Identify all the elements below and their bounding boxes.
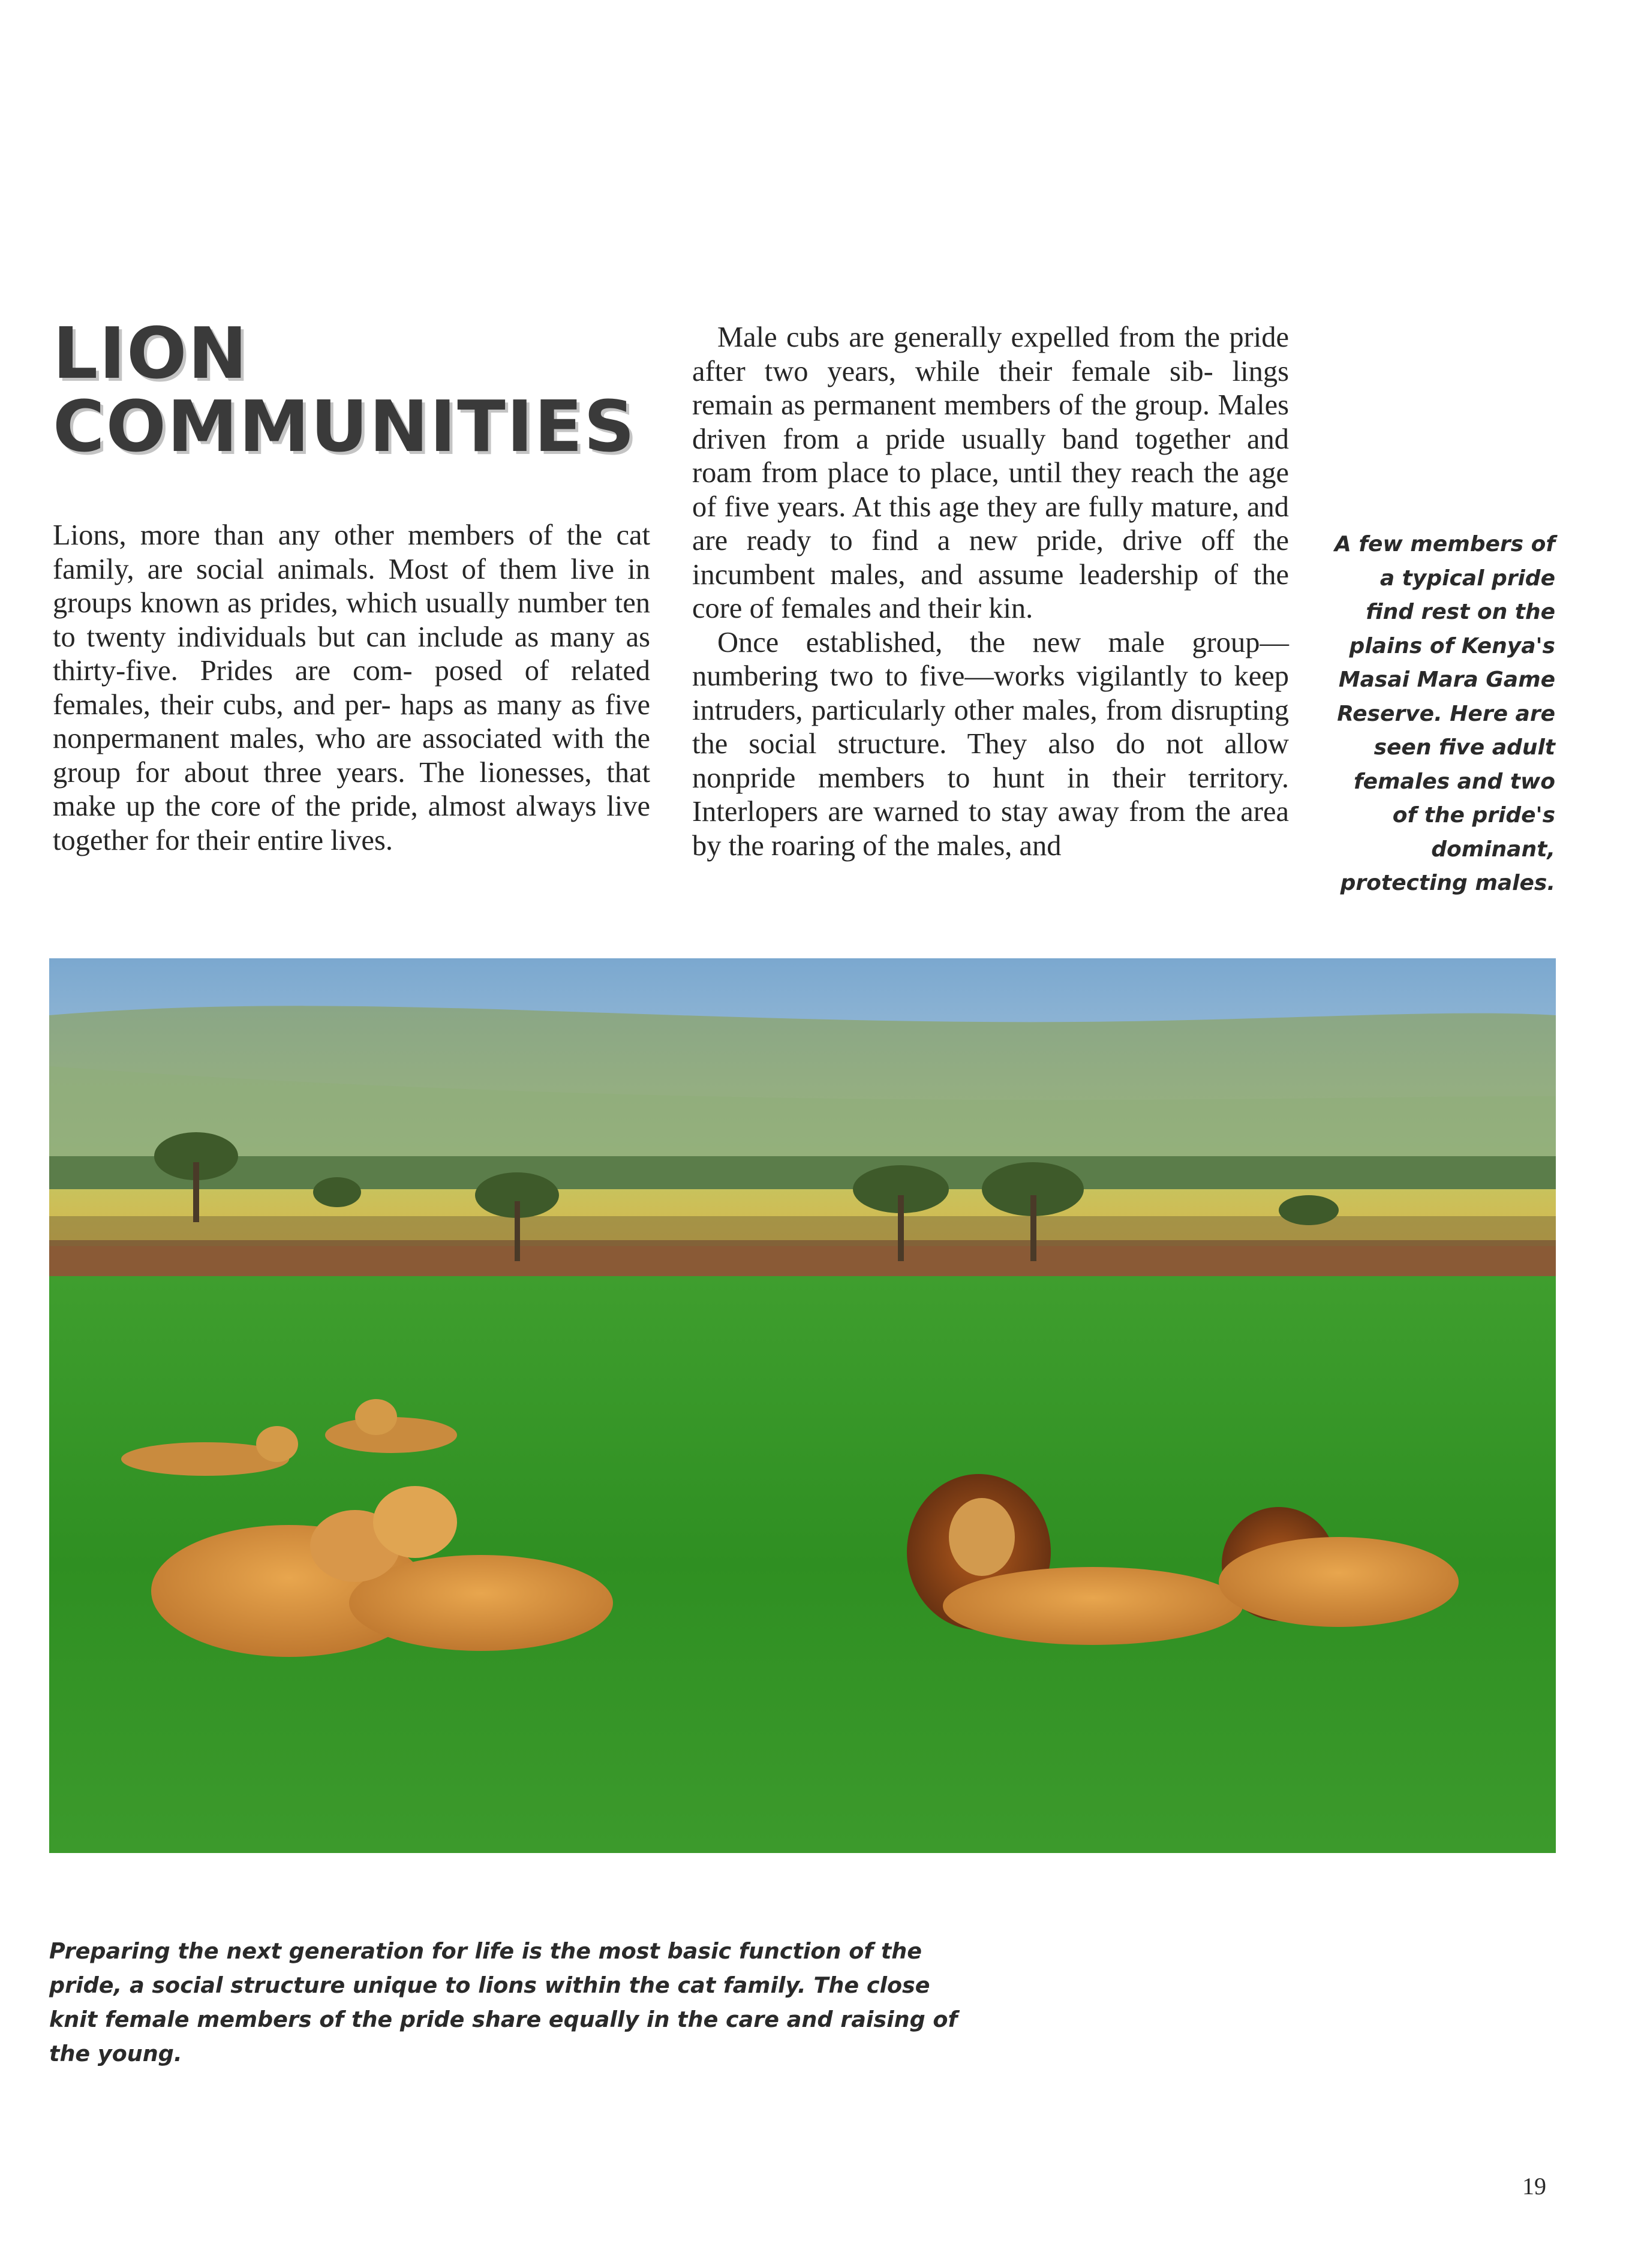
body-paragraph: Once established, the new male group—numbering two to five—works vigilantly to keep intruders, particularly other males, from disrupting the social structure. They also do not allow nonpride members to hunt in their territory. Interlopers are warned to stay away from the area by the roaring of the males, and — [692, 626, 1289, 862]
body-paragraph: Lions, more than any other members of the cat family, are social animals. Most of them live in groups known as prides, which usually number ten to twenty individuals but can include as many as thirty-five. Prides are com- posed of related females, their cubs, and per- haps as many as five nonpermanent males, who are associated with the group for about three years. The lionesses, that make up the core of the pride, almost always live together for their entire lives. — [53, 519, 650, 856]
lion-pride-photo — [49, 958, 1556, 1853]
heading-line-2: COMMUNITIES — [53, 385, 636, 468]
page-number: 19 — [1522, 2173, 1546, 2200]
body-paragraph: Male cubs are generally expelled from the pride after two years, while their female sib- lings remain as permanent members of the group. Males driven from a pride usually band together and roam from place to place, until they reach the age of five years. At this age they are fully mature, and are ready to find a new pride, drive off the incumbent males, and assume leadership of the core of females and their kin. — [692, 321, 1289, 624]
side-caption: A few members of a typical pride find rest on the plains of Kenya's Masai Mara Game Reserve. Here are seen five adult females and two of the pride's dominant, protecting males. — [1335, 532, 1555, 895]
page-heading — [53, 312, 653, 468]
text-column-middle — [692, 321, 1289, 863]
savanna-scene — [49, 958, 1556, 1853]
photo-caption: Preparing the next generation for life is the most basic function of the pride, a social structure unique to lions within the cat family. The close knit female members of the pride share equally in the care and raising of the young. — [49, 1938, 958, 2067]
text-column-left — [53, 519, 650, 858]
heading-line-1: LION — [53, 312, 249, 395]
